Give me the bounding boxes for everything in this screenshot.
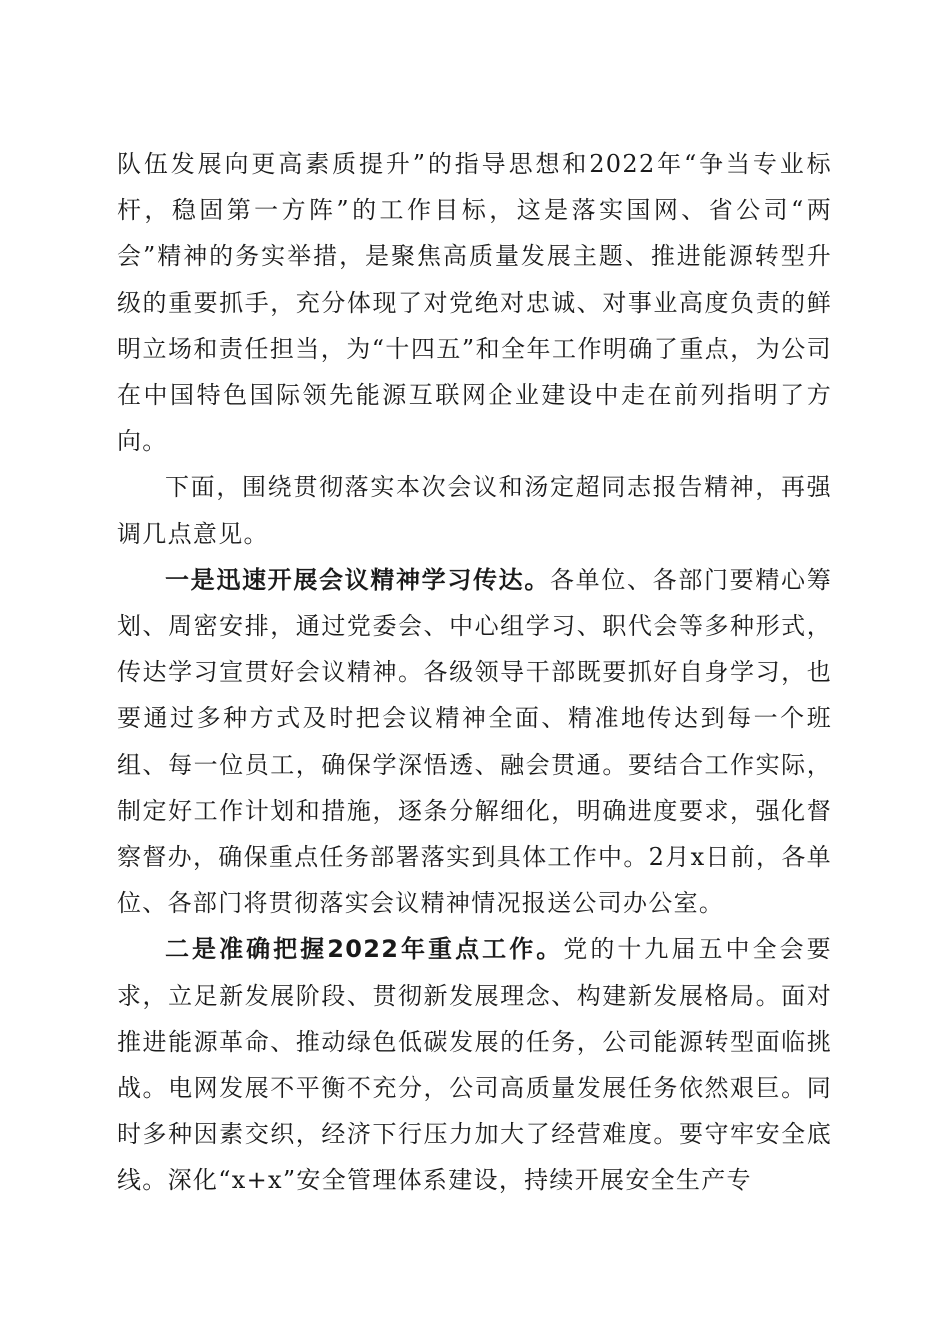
paragraph-text: 队伍发展向更高素质提升”的指导思想和2022年“争当专业标杆，稳固第一方阵”的工作目标，这是落实国网、省公司“两会”精神的务实举措，是聚焦高质量发展主题、推进能源转型升级的重要抓手，充分体现了对党绝对忠诚、对事业高度负责的鲜明立场和责任担当，为“十四五”和全年工作明确了重点，为公司在中国特色国际领先能源互联网企业建设中走在前列指明了方向。: [117, 150, 832, 456]
document-body: [117, 141, 832, 1204]
paragraph-text: 各单位、各部门要精心筹划、周密安排，通过党委会、中心组学习、职代会等多种形式，传达学习宣贯好会议精神。各级领导干部既要抓好自身学习，也要通过多种方式及时把会议精神全面、精准地传达到每一个班组、每一位员工，确保学深悟透、融会贯通。要结合工作实际，制定好工作计划和措施，逐条分解细化，明确进度要求，强化督察督办，确保重点任务部署落实到具体工作中。2月x日前，各单位、各部门将贯彻落实会议精神情况报送公司办公室。: [117, 565, 832, 918]
paragraph-lead-heading: 一是迅速开展会议精神学习传达。: [165, 565, 551, 594]
paragraph-text: 下面，围绕贯彻落实本次会议和汤定超同志报告精神，再强调几点意见。: [117, 473, 832, 548]
paragraph-point-two: [117, 926, 832, 1203]
paragraph-point-one: [117, 557, 832, 927]
paragraph-guiding-thought: [117, 141, 832, 464]
paragraph-text: 党的十九届五中全会要求，立足新发展阶段、贯彻新发展理念、构建新发展格局。面对推进能源革命、推动绿色低碳发展的任务，公司能源转型面临挑战。电网发展不平衡不充分，公司高质量发展任务依然艰巨。同时多种因素交织，经济下行压力加大了经营难度。要守牢安全底线。深化“x+x”安全管理体系建设，持续开展安全生产专: [117, 935, 832, 1195]
paragraph-lead-heading: 二是准确把握2022年重点工作。: [165, 935, 564, 964]
paragraph-intro: [117, 464, 832, 556]
